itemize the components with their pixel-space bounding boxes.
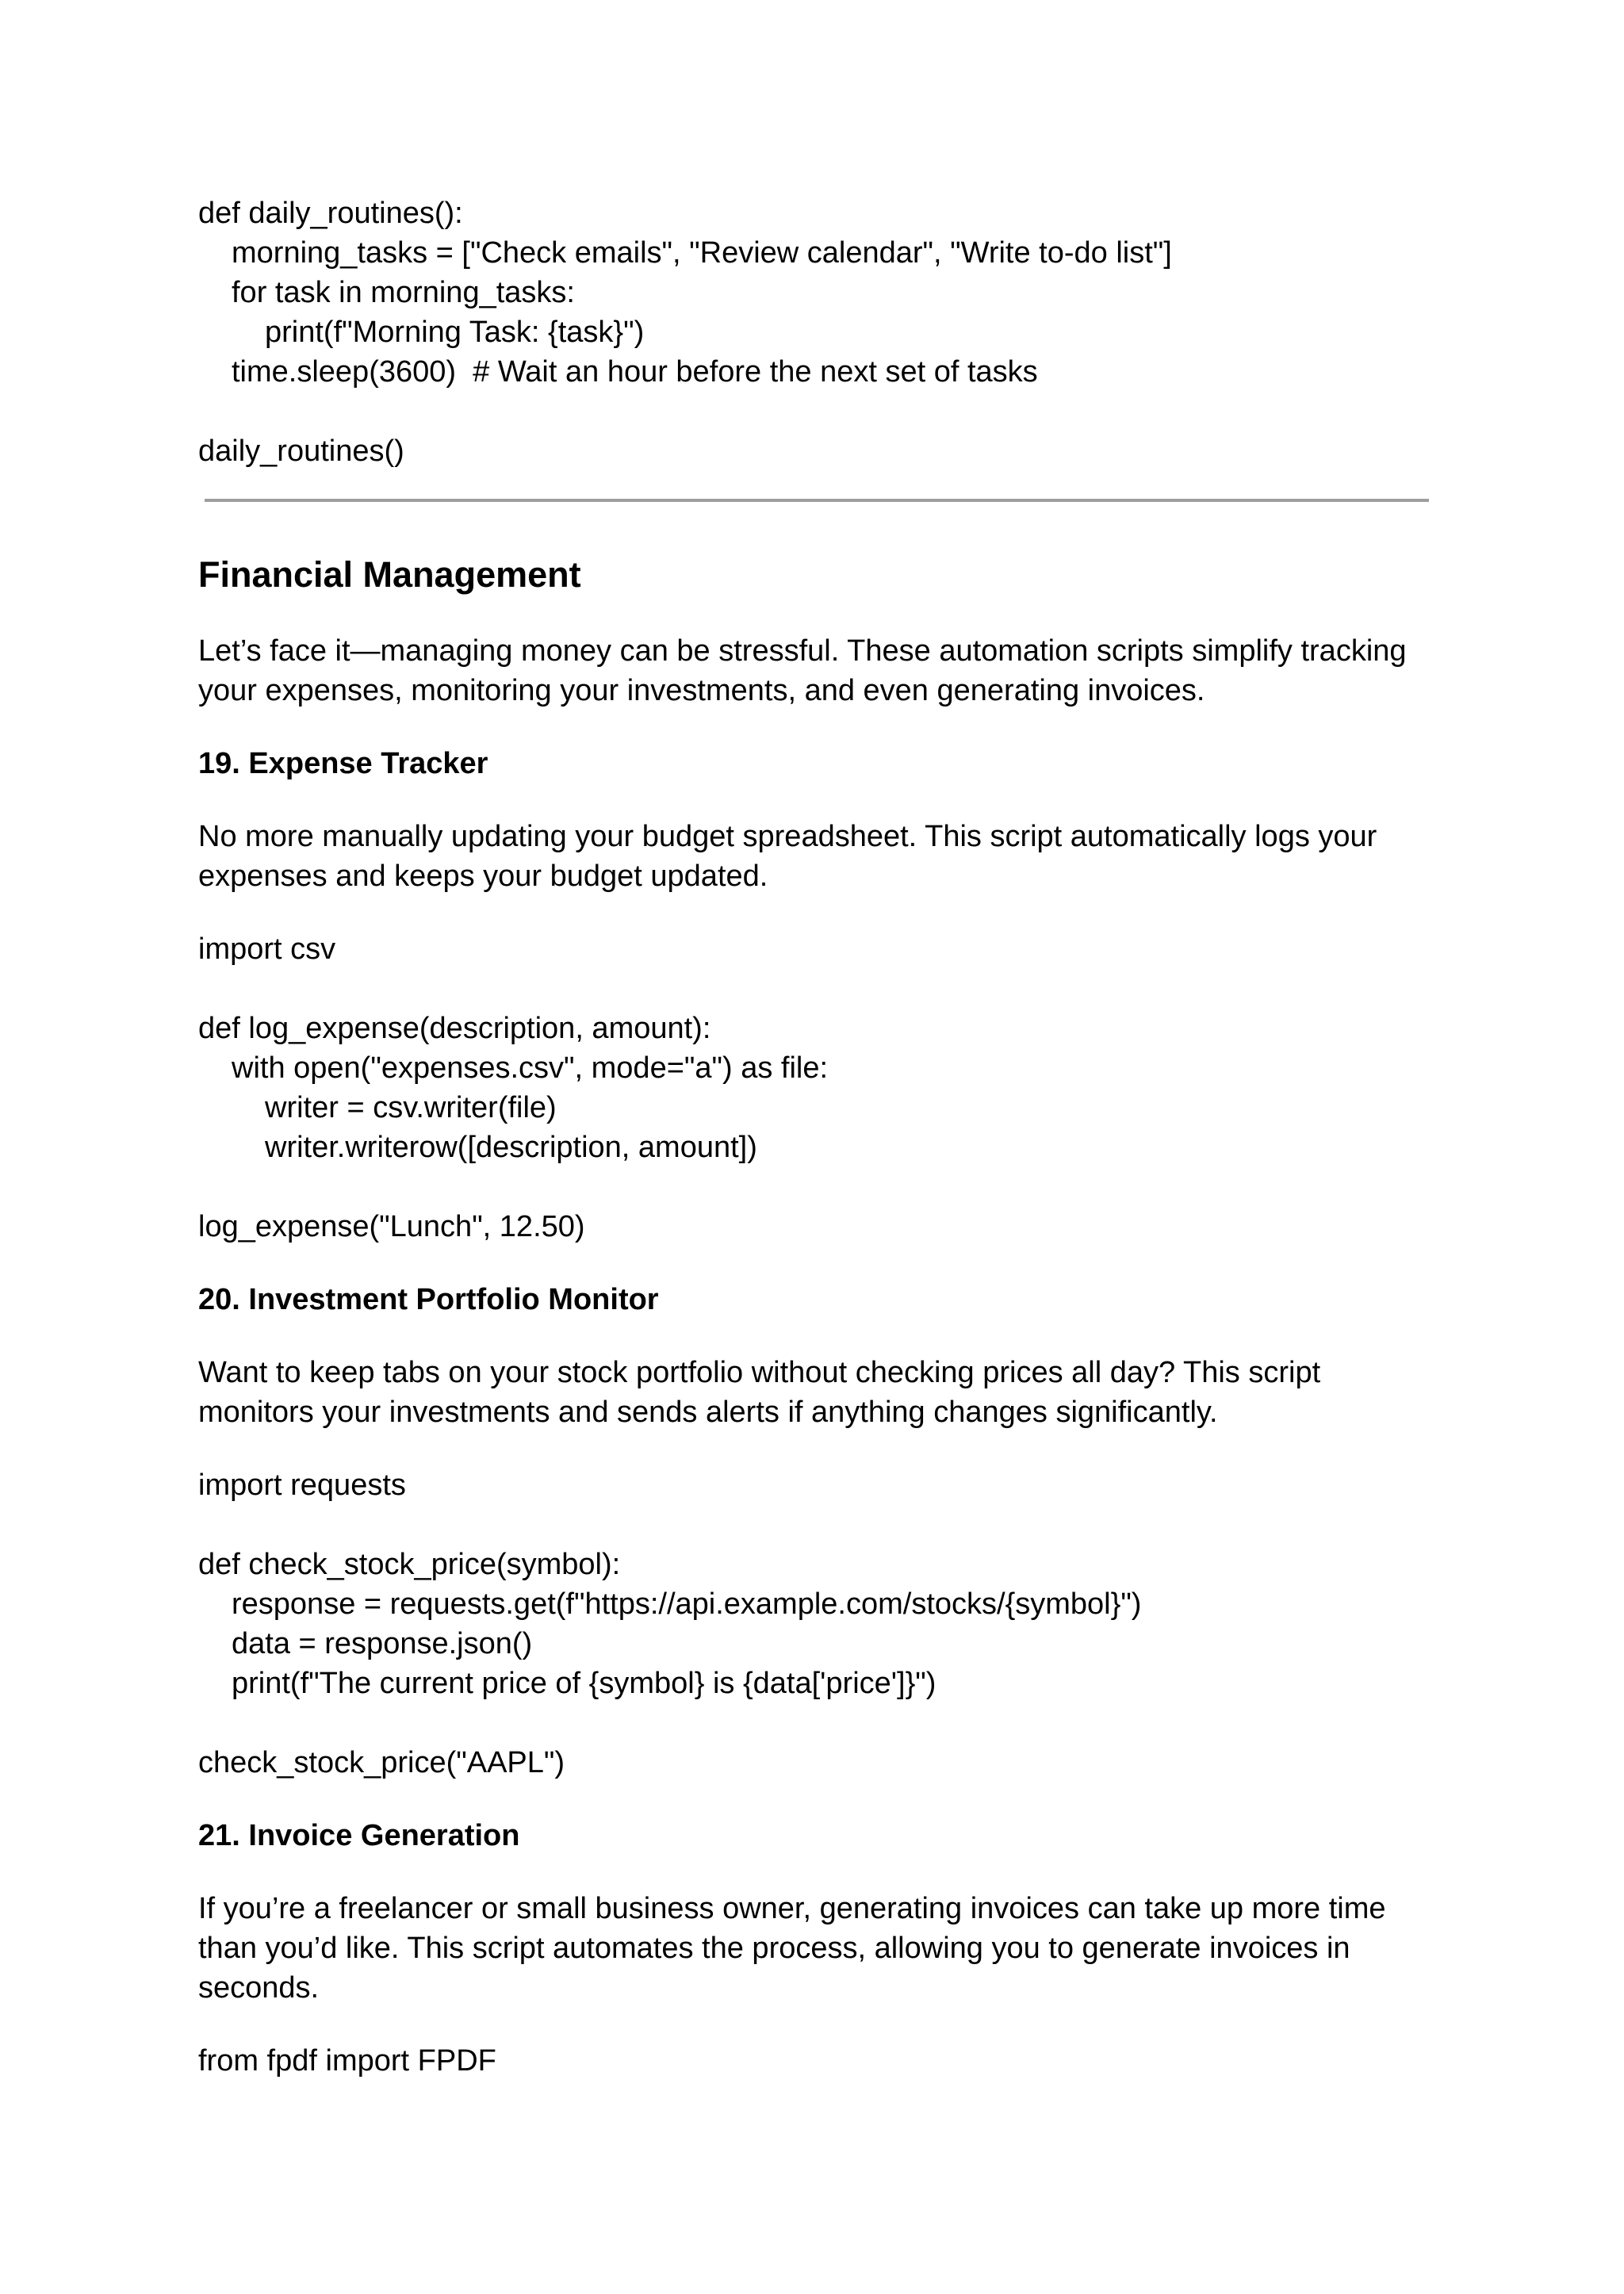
code-line: import requests [198,1469,406,1502]
paragraph-line: Want to keep tabs on your stock portfolio without checking prices all day? This script [198,1356,1321,1389]
code-line: for task in morning_tasks: [232,276,575,309]
code-line: data = response.json() [232,1627,533,1660]
code-line: def check_stock_price(symbol): [198,1548,621,1581]
paragraph-line: No more manually updating your budget spreadsheet. This script automatically logs your [198,820,1377,853]
code-line: morning_tasks = ["Check emails", "Review calendar", "Write to-do list"] [232,236,1172,270]
code-line: def log_expense(description, amount): [198,1012,711,1045]
code-line: from fpdf import FPDF [198,2044,496,2078]
code-line: print(f"Morning Task: {task}") [265,316,645,349]
paragraph-line: seconds. [198,1971,320,2005]
code-line: writer = csv.writer(file) [265,1091,557,1124]
code-line: print(f"The current price of {symbol} is {data['price']}") [232,1667,936,1700]
code-line: time.sleep(3600) # Wait an hour before the next set of tasks [232,355,1038,389]
code-line: daily_routines() [198,435,404,468]
paragraph-line: your expenses, monitoring your investments, and even generating invoices. [198,674,1205,707]
code-line: import csv [198,933,336,966]
code-line: log_expense("Lunch", 12.50) [198,1210,585,1243]
code-line: response = requests.get(f"https://api.example.com/stocks/{symbol}") [232,1587,1142,1621]
code-line: with open("expenses.csv", mode="a") as file: [232,1051,829,1085]
paragraph-line: If you’re a freelancer or small business owner, generating invoices can take up more time [198,1892,1386,1925]
code-line: writer.writerow([description, amount]) [265,1131,757,1164]
paragraph-line: Let’s face it—managing money can be stressful. These automation scripts simplify tracking [198,634,1407,668]
paragraph-line: expenses and keeps your budget updated. [198,860,768,893]
code-line: def daily_routines(): [198,197,463,230]
paragraph-line: than you’d like. This script automates the process, allowing you to generate invoices in [198,1932,1350,1965]
paragraph-line: monitors your investments and sends alerts if anything changes significantly. [198,1396,1218,1429]
item-heading: 19. Expense Tracker [198,747,488,780]
code-line: check_stock_price("AAPL") [198,1746,565,1779]
horizontal-divider [205,499,1429,502]
item-heading: 21. Invoice Generation [198,1819,520,1852]
item-heading: 20. Investment Portfolio Monitor [198,1283,659,1316]
section-title: Financial Management [198,554,581,595]
